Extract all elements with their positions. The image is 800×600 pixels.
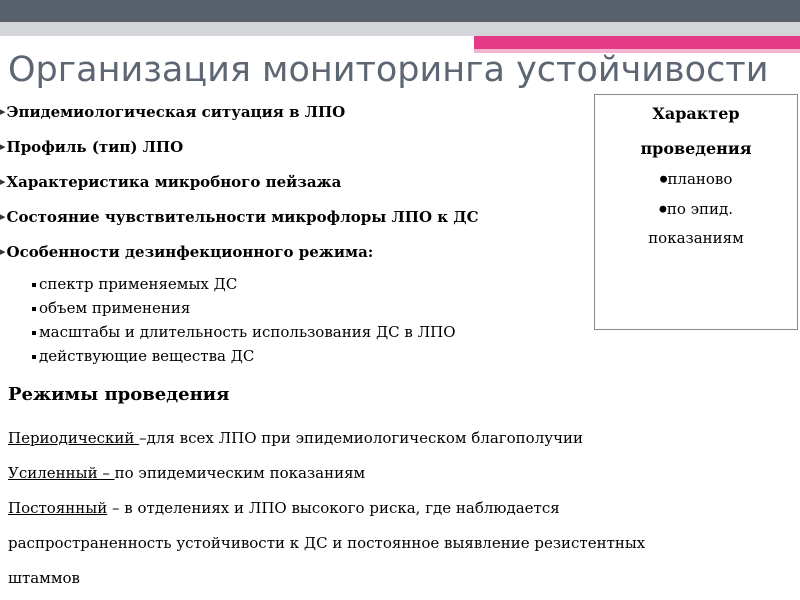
dot-bullet-icon: ● [659, 174, 668, 185]
main-bullet-list [0, 94, 590, 269]
arrow-bullet-icon: ▸ [0, 175, 6, 188]
bullet-item: ▸ Характеристика микробного пейзажа [0, 172, 342, 191]
mode-permanent [8, 491, 788, 526]
mode-description: по эпидемическим показаниям [114, 464, 366, 482]
sub-list-item: действующие вещества ДС [32, 344, 572, 368]
mode-enhanced [8, 456, 788, 491]
modes-heading: Режимы проведения [8, 384, 230, 405]
mode-permanent-continuation: распространенность устойчивости к ДС и постоянное выявление резистентных [8, 534, 646, 552]
square-bullet-icon [32, 355, 36, 359]
top-decor-bar-light [0, 22, 800, 36]
conduct-character-box [594, 94, 798, 330]
mode-name: Усиленный – [8, 464, 115, 482]
arrow-bullet-icon: ▸ [0, 210, 6, 223]
box-item: ●по эпид. [658, 199, 734, 218]
dot-bullet-icon: ● [658, 204, 667, 214]
mode-periodic [8, 421, 788, 456]
box-title-line1: Характер [652, 104, 740, 123]
box-title-line2: проведения [640, 139, 752, 158]
mode-description: – в отделениях и ЛПО высокого риска, где наблюдается [107, 499, 560, 517]
square-bullet-icon [32, 307, 36, 311]
square-bullet-icon [32, 331, 36, 335]
bullet-item: ▸ Профиль (тип) ЛПО [0, 137, 184, 156]
mode-description: –для всех ЛПО при эпидемиологическом благополучии [139, 429, 583, 447]
bullet-item: ▸ Состояние чувствительности микрофлоры ЛПО к ДС [0, 207, 479, 226]
arrow-bullet-icon: ▸ [0, 245, 6, 258]
mode-permanent-continuation: штаммов [8, 569, 80, 587]
accent-pink-bar [474, 36, 800, 49]
top-decor-bar [0, 0, 800, 22]
bullet-item: ▸ Особенности дезинфекционного режима: [0, 242, 374, 261]
arrow-bullet-icon: ▸ [0, 105, 6, 118]
slide-title: Организация мониторинга устойчивости [8, 50, 769, 90]
mode-name: Постоянный [8, 499, 108, 517]
sub-list-item: спектр применяемых ДС [32, 272, 572, 296]
sub-list-item: масштабы и длительность использования ДС в ЛПО [32, 320, 572, 344]
bullet-item: ▸ Эпидемиологическая ситуация в ЛПО [0, 102, 346, 121]
square-bullet-icon [32, 283, 36, 287]
box-item: ●планово [659, 170, 733, 188]
modes-list [8, 421, 788, 596]
box-item-continuation: показаниям [648, 229, 744, 247]
arrow-bullet-icon: ▸ [0, 140, 6, 153]
mode-name: Периодический [8, 429, 140, 447]
sub-list-item: объем применения [32, 296, 572, 320]
disinfection-sub-list [32, 272, 572, 368]
